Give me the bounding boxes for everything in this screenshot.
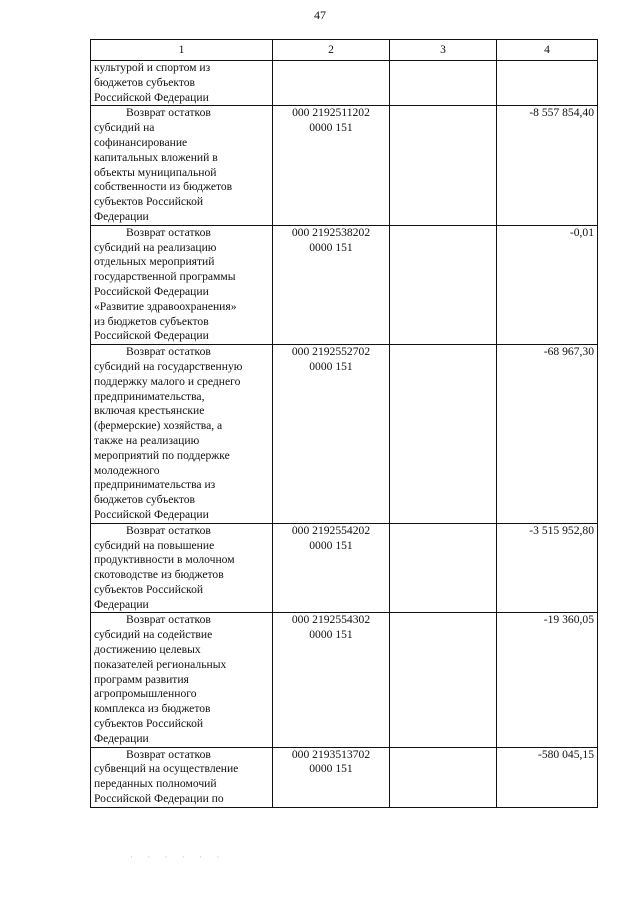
page-number: 47 [314,8,326,22]
cell-col3 [390,106,497,225]
cell-col3 [390,523,497,613]
table-row [91,747,598,807]
cell-col3 [390,225,497,344]
cell-amount [497,61,598,106]
table-row [91,523,598,613]
cell-amount: -580 045,15 [497,747,598,807]
budget-table [90,39,598,808]
description-first-line: Возврат остатков [126,225,211,239]
description-text: субсидий на софинансирование капитальных вложений в объекты муниципальной собственности из бюджетов субъектов Российской Федерации [94,121,233,223]
cell-col3 [390,613,497,747]
description-text: культурой и спортом из бюджетов субъектов Российской Федерации [94,61,211,104]
cell-amount: -68 967,30 [497,345,598,524]
cell-amount: -0,01 [497,225,598,344]
description-first-line: Возврат остатков [126,747,211,761]
cell-description [91,61,273,106]
cell-description [91,345,273,524]
cell-code: 000 2192554302 0000 151 [273,613,390,747]
header-col-1: 1 [91,40,273,61]
cell-amount: -19 360,05 [497,613,598,747]
cell-code [273,61,390,106]
header-col-4: 4 [497,40,598,61]
table-body [91,61,598,808]
table-row [91,345,598,524]
cell-col3 [390,345,497,524]
cell-code: 000 2192552702 0000 151 [273,345,390,524]
description-text: субсидий на содействие достижению целевых показателей региональных программ развития агропромышленного комплекса из бюджетов субъектов Российской Федерации [94,628,227,745]
cell-code: 000 2192554202 0000 151 [273,523,390,613]
cell-col3 [390,747,497,807]
cell-description [91,225,273,344]
header-col-3: 3 [390,40,497,61]
table-row [91,613,598,747]
description-text: субсидий на государственную поддержку малого и среднего предпринимательства, включая крестьянские (фермерские) хозяйства, а также на реализацию мероприятий по поддержке молодежного предпринимательства из бюджетов субъектов Российской Федерации [94,359,243,521]
description-text: субвенций на осуществление переданных полномочий Российской Федерации по [94,762,239,806]
cell-code: 000 2193513702 0000 151 [273,747,390,807]
cell-description [91,523,273,613]
scan-artifact-dots: · · · · · · [130,852,226,862]
header-col-2: 2 [273,40,390,61]
description-first-line: Возврат остатков [126,345,211,359]
table-row [91,225,598,344]
cell-code: 000 2192538202 0000 151 [273,225,390,344]
table-row [91,106,598,225]
table-row [91,61,598,106]
cell-amount: -3 515 952,80 [497,523,598,613]
cell-description [91,747,273,807]
table-header [91,40,598,61]
description-first-line: Возврат остатков [126,613,211,627]
description-text: субсидий на реализацию отдельных мероприятий государственной программы Российской Федерации «Развитие здравоохранения» из бюджетов субъектов Российской Федерации [94,240,237,343]
description-first-line: Возврат остатков [126,106,211,120]
cell-description [91,106,273,225]
cell-col3 [390,61,497,106]
cell-code: 000 2192511202 0000 151 [273,106,390,225]
cell-amount: -8 557 854,40 [497,106,598,225]
cell-description [91,613,273,747]
description-first-line: Возврат остатков [126,523,211,537]
description-text: субсидий на повышение продуктивности в молочном скотоводстве из бюджетов субъектов Российской Федерации [94,538,235,611]
